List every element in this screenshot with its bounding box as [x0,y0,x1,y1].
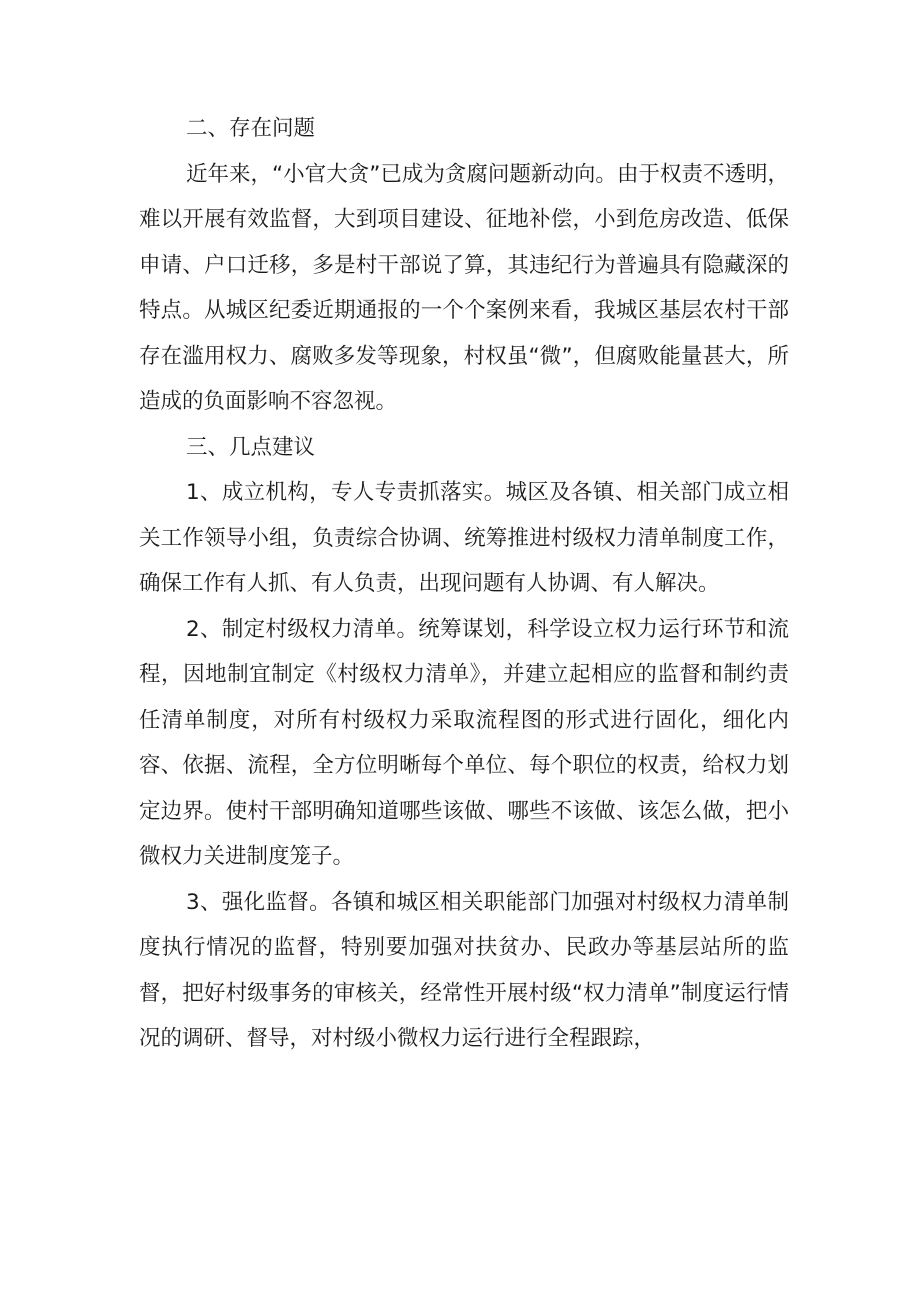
suggestion-paragraph-2: 2、制定村级权力清单。统筹谋划，科学设立权力运行环节和流程，因地制宜制定《村级权力清单》，并建立起相应的监督和制约责任清单制度，对所有村级权力采取流程图的形式进行固化，细化内容、依据、流程，全方位明晰每个单位、每个职位的权责，给权力划定边界。使村干部明确知道哪些该做、哪些不该做、该怎么做，把小微权力关进制度笼子。 [139,616,789,869]
suggestion-paragraph-1: 1、成立机构，专人专责抓落实。城区及各镇、相关部门成立相关工作领导小组，负责综合协调、统筹推进村级权力清单制度工作，确保工作有人抓、有人负责，出现问题有人协调、有人解决。 [139,480,789,596]
section-heading-problems: 二、存在问题 [186,116,316,141]
problems-paragraph: 近年来，“小官大贪”已成为贪腐问题新动向。由于权责不透明，难以开展有效监督，大到项目建设、征地补偿，小到危房改造、低保申请、户口迁移，多是村干部说了算，其违纪行为普遍具有隐藏深的特点。从城区纪委近期通报的一个个案例来看，我城区基层农村干部存在滥用权力、腐败多发等现象，村权虽“微”，但腐败能量甚大，所造成的负面影响不容忽视。 [139,161,789,414]
suggestion-paragraph-3: 3、强化监督。各镇和城区相关职能部门加强对村级权力清单制度执行情况的监督，特别要加强对扶贫办、民政办等基层站所的监督，把好村级事务的审核关，经常性开展村级“权力清单”制度运行情况的调研、督导，对村级小微权力运行进行全程跟踪， [139,889,789,1051]
section-heading-suggestions: 三、几点建议 [186,434,316,460]
document-body [139,106,789,1062]
